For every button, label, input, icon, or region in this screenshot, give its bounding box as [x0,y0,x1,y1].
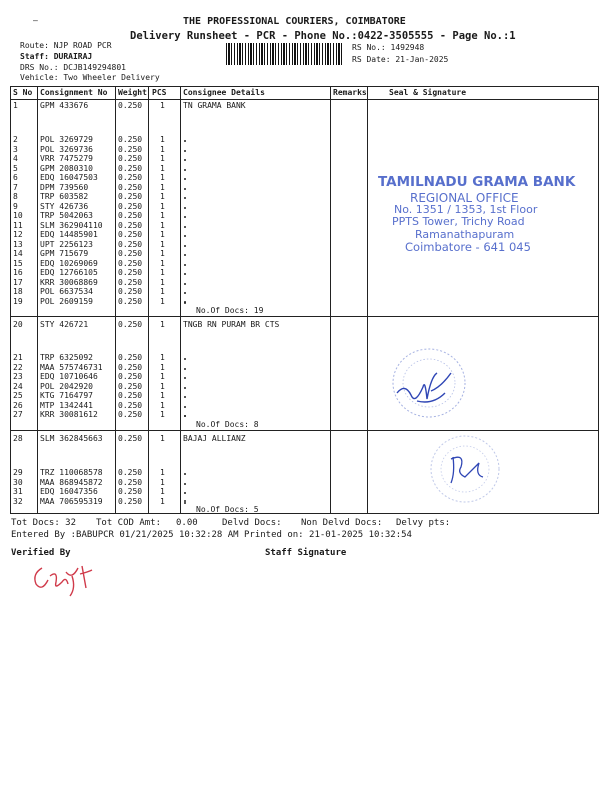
bullet-dot [184,254,186,256]
sno-cell: 2 [13,135,18,144]
no-of-docs: No.Of Docs: 5 [196,505,259,514]
entered-by: Entered By :BABUPCR 01/21/2025 10:32:28 AM [11,530,239,540]
sno-cell: 14 [13,249,23,258]
sno-cell: 29 [13,468,23,477]
sno-cell: 30 [13,477,23,487]
col-consignee: Consignee Details [183,88,265,97]
bullet-dot [184,188,186,190]
stamp-line: Coimbatore - 641 045 [405,240,531,254]
consignment-cell: STY 426721 [40,320,89,329]
sno-cell: 12 [13,230,23,239]
sno-cell: 10 [13,211,23,220]
bullet-dot [184,415,186,417]
pcs-cell: 1 [160,487,165,496]
pcs-cell: 1 [160,154,165,163]
pcs-cell: 1 [160,277,165,287]
weight-cell: 0.250 [118,163,143,173]
consignment-cell: POL 2042920 [40,381,93,391]
weight-cell: 0.250 [118,220,143,230]
route-label: Route: NJP ROAD PCR [20,41,112,50]
consignment-cell: EDQ 14485901 [40,230,98,239]
sno-cell: 32 [13,496,23,506]
sno-cell: 15 [13,258,23,268]
weight-cell: 0.250 [118,362,143,372]
sno-cell: 24 [13,381,23,391]
bullet-dot [184,301,186,303]
weight-cell: 0.250 [118,410,143,419]
sno-cell: 23 [13,372,23,381]
consignment-cell: EDQ 16047503 [40,173,98,182]
weight-cell: 0.250 [118,239,143,249]
sno-cell: 7 [13,182,18,192]
pcs-cell: 1 [160,434,165,443]
group-divider [11,430,598,431]
weight-cell: 0.250 [118,287,143,296]
col-consignment: Consignment No [40,88,108,97]
consignment-cell: MAA 575746731 [40,362,103,372]
sno-cell: 26 [13,400,23,410]
consignment-cell: KRR 30081612 [40,410,98,419]
sno-cell: 27 [13,410,23,419]
stamp-line: TAMILNADU GRAMA BANK [378,174,576,190]
pcs-cell: 1 [160,320,165,329]
pcs-cell: 1 [160,101,165,110]
sno-cell: 4 [13,154,18,163]
consignment-cell: EDQ 12766105 [40,268,98,277]
pcs-cell: 1 [160,296,165,306]
drs-no: DRS No.: DCJB149294801 [20,63,126,72]
consignment-cell: TRP 6325092 [40,353,93,362]
pcs-cell: 1 [160,410,165,419]
consignment-cell: POL 3269736 [40,144,93,154]
pcs-cell: 1 [160,381,165,391]
stamp-line: Ramanathapuram [415,228,515,241]
weight-cell: 0.250 [118,135,143,144]
pcs-cell: 1 [160,192,165,201]
delivery-points: Delvy pts: [396,518,451,528]
divider [180,87,181,513]
weight-cell: 0.250 [118,391,143,400]
divider [115,87,116,513]
total-cod-label: Tot COD Amt: [96,518,162,528]
sno-cell: 20 [13,320,23,329]
weight-cell: 0.250 [118,487,143,496]
bullet-dot [184,406,186,408]
pcs-cell: 1 [160,258,165,268]
barcode [226,43,342,65]
weight-cell: 0.250 [118,353,143,362]
pcs-cell: 1 [160,372,165,381]
bullet-dot [184,273,186,275]
consignment-cell: SLM 362845663 [40,434,103,443]
bullet-dot [184,377,186,379]
bullet-dot [184,150,186,152]
staff-signature: Staff Signature [265,548,347,558]
consignment-cell: TRP 603582 [40,192,89,201]
weight-cell: 0.250 [118,372,143,381]
consignment-cell: VRR 7475279 [40,154,93,163]
pcs-cell: 1 [160,496,165,506]
total-cod-value: 0.00 [176,518,198,528]
consignee-name: TN GRAMA BANK [183,101,246,110]
weight-cell: 0.250 [118,268,143,277]
bullet-dot [184,235,186,237]
divider [367,87,368,513]
pcs-cell: 1 [160,230,165,239]
weight-cell: 0.250 [118,400,143,410]
stamp-line: PPTS Tower, Trichy Road [392,215,525,228]
consignment-cell: KRR 30068869 [40,277,98,287]
weight-cell: 0.250 [118,249,143,258]
pcs-cell: 1 [160,353,165,362]
rs-no: RS No.: 1492948 [352,43,425,52]
bullet-dot [184,245,186,247]
sno-cell: 11 [13,220,23,230]
pcs-cell: 1 [160,163,165,173]
bullet-dot [184,140,186,142]
round-seal-with-signature [385,343,475,423]
weight-cell: 0.250 [118,277,143,287]
consignment-cell: MTP 1342441 [40,400,93,410]
sno-cell: 17 [13,277,23,287]
sno-cell: 16 [13,268,23,277]
consignment-cell: UPT 2256123 [40,239,93,249]
weight-cell: 0.250 [118,182,143,192]
consignment-cell: POL 6637534 [40,287,93,296]
weight-cell: 0.250 [118,496,143,506]
consignment-cell: MAA 868945872 [40,477,103,487]
weight-cell: 0.250 [118,101,143,110]
consignment-cell: TRZ 110068578 [40,468,103,477]
pcs-cell: 1 [160,400,165,410]
bullet-dot [184,500,186,502]
weight-cell: 0.250 [118,192,143,201]
bullet-dot [184,216,186,218]
weight-cell: 0.250 [118,468,143,477]
sno-cell: 6 [13,173,18,182]
non-delivered-docs: Non Delvd Docs: [301,518,383,528]
divider [148,87,149,513]
sno-cell: 9 [13,201,18,211]
weight-cell: 0.250 [118,154,143,163]
sno-cell: 13 [13,239,23,249]
bullet-dot [184,178,186,180]
pcs-cell: 1 [160,211,165,220]
bullet-dot [184,473,186,475]
pcs-cell: 1 [160,135,165,144]
weight-cell: 0.250 [118,211,143,220]
pcs-cell: 1 [160,173,165,182]
verified-by: Verified By [11,548,71,558]
consignment-cell: GPM 433676 [40,101,89,110]
round-seal-with-signature [425,433,505,505]
consignment-cell: MAA 706595319 [40,496,103,506]
vehicle-label: Vehicle: Two Wheeler Delivery [20,73,160,82]
no-of-docs: No.Of Docs: 19 [196,306,264,315]
weight-cell: 0.250 [118,381,143,391]
stamp-line: No. 1351 / 1353, 1st Floor [394,203,538,216]
stamp-line: REGIONAL OFFICE [410,191,519,205]
col-seal: Seal & Signature [389,88,467,97]
weight-cell: 0.250 [118,258,143,268]
bullet-dot [184,169,186,171]
divider [37,87,38,513]
no-of-docs: No.Of Docs: 8 [196,420,259,429]
pcs-cell: 1 [160,249,165,258]
bullet-dot [184,483,186,485]
group-divider [11,316,598,317]
pcs-cell: 1 [160,362,165,372]
bullet-dot [184,358,186,360]
sno-cell: 31 [13,487,23,496]
sno-cell: 28 [13,434,23,443]
bullet-dot [184,159,186,161]
bullet-dot [184,492,186,494]
consignment-cell: EDQ 16047356 [40,487,98,496]
sno-cell: 5 [13,163,18,173]
weight-cell: 0.250 [118,144,143,154]
sno-cell: 19 [13,296,23,306]
pcs-cell: 1 [160,287,165,296]
consignment-cell: KTG 7164797 [40,391,93,400]
table-header [11,87,598,100]
rs-date: RS Date: 21-Jan-2025 [352,55,449,64]
bullet-dot [184,207,186,209]
weight-cell: 0.250 [118,173,143,182]
bullet-dot [184,197,186,199]
pcs-cell: 1 [160,182,165,192]
consignment-cell: POL 2609159 [40,296,93,306]
consignment-cell: EDQ 10710646 [40,372,98,381]
sno-cell: 1 [13,101,18,110]
pcs-cell: 1 [160,201,165,211]
pcs-cell: 1 [160,268,165,277]
sno-cell: 25 [13,391,23,400]
col-pcs: PCS [152,88,167,97]
weight-cell: 0.250 [118,320,143,329]
consignee-name: BAJAJ ALLIANZ [183,434,246,443]
consignment-cell: GPM 715679 [40,249,89,258]
pcs-cell: 1 [160,239,165,249]
sno-cell: 21 [13,353,23,362]
pcs-cell: 1 [160,144,165,154]
weight-cell: 0.250 [118,201,143,211]
sno-cell: 22 [13,362,23,372]
company-title: THE PROFESSIONAL COURIERS, COIMBATORE [183,16,406,27]
staff-label: Staff: DURAIRAJ [20,52,93,61]
pcs-cell: 1 [160,477,165,487]
bullet-dot [184,283,186,285]
consignment-cell: STY 426736 [40,201,89,211]
pcs-cell: 1 [160,391,165,400]
bullet-dot [184,226,186,228]
printed-on: Printed on: 21-01-2025 10:32:54 [244,530,412,540]
weight-cell: 0.250 [118,296,143,306]
bullet-dot [184,396,186,398]
col-remarks: Remarks [333,88,367,97]
consignment-cell: TRP 5042063 [40,211,93,220]
bullet-dot [184,264,186,266]
bullet-dot [184,368,186,370]
consignment-cell: SLM 362904110 [40,220,103,230]
weight-cell: 0.250 [118,230,143,239]
weight-cell: 0.250 [118,434,143,443]
verifier-signature [28,558,98,598]
sno-cell: 18 [13,287,23,296]
sno-cell: 3 [13,144,18,154]
pcs-cell: 1 [160,468,165,477]
sno-cell: 8 [13,192,18,201]
col-sno: S No [13,88,33,97]
col-weight: Weight [118,88,147,97]
consignee-name: TNGB RN PURAM BR CTS [183,320,280,329]
divider [330,87,331,513]
weight-cell: 0.250 [118,477,143,487]
bullet-dot [184,387,186,389]
consignment-cell: EDQ 10269069 [40,258,98,268]
bullet-dot [184,292,186,294]
consignment-cell: POL 3269729 [40,135,93,144]
delivered-docs: Delvd Docs: [222,518,282,528]
runsheet-table [10,86,599,514]
pcs-cell: 1 [160,220,165,230]
consignment-cell: DPM 739560 [40,182,89,192]
runsheet-title: Delivery Runsheet - PCR - Phone No.:0422-3505555 - Page No.:1 [130,30,516,42]
total-docs: Tot Docs: 32 [11,518,77,528]
consignment-cell: GPM 2080310 [40,163,93,173]
corner-mark: – [33,16,38,25]
